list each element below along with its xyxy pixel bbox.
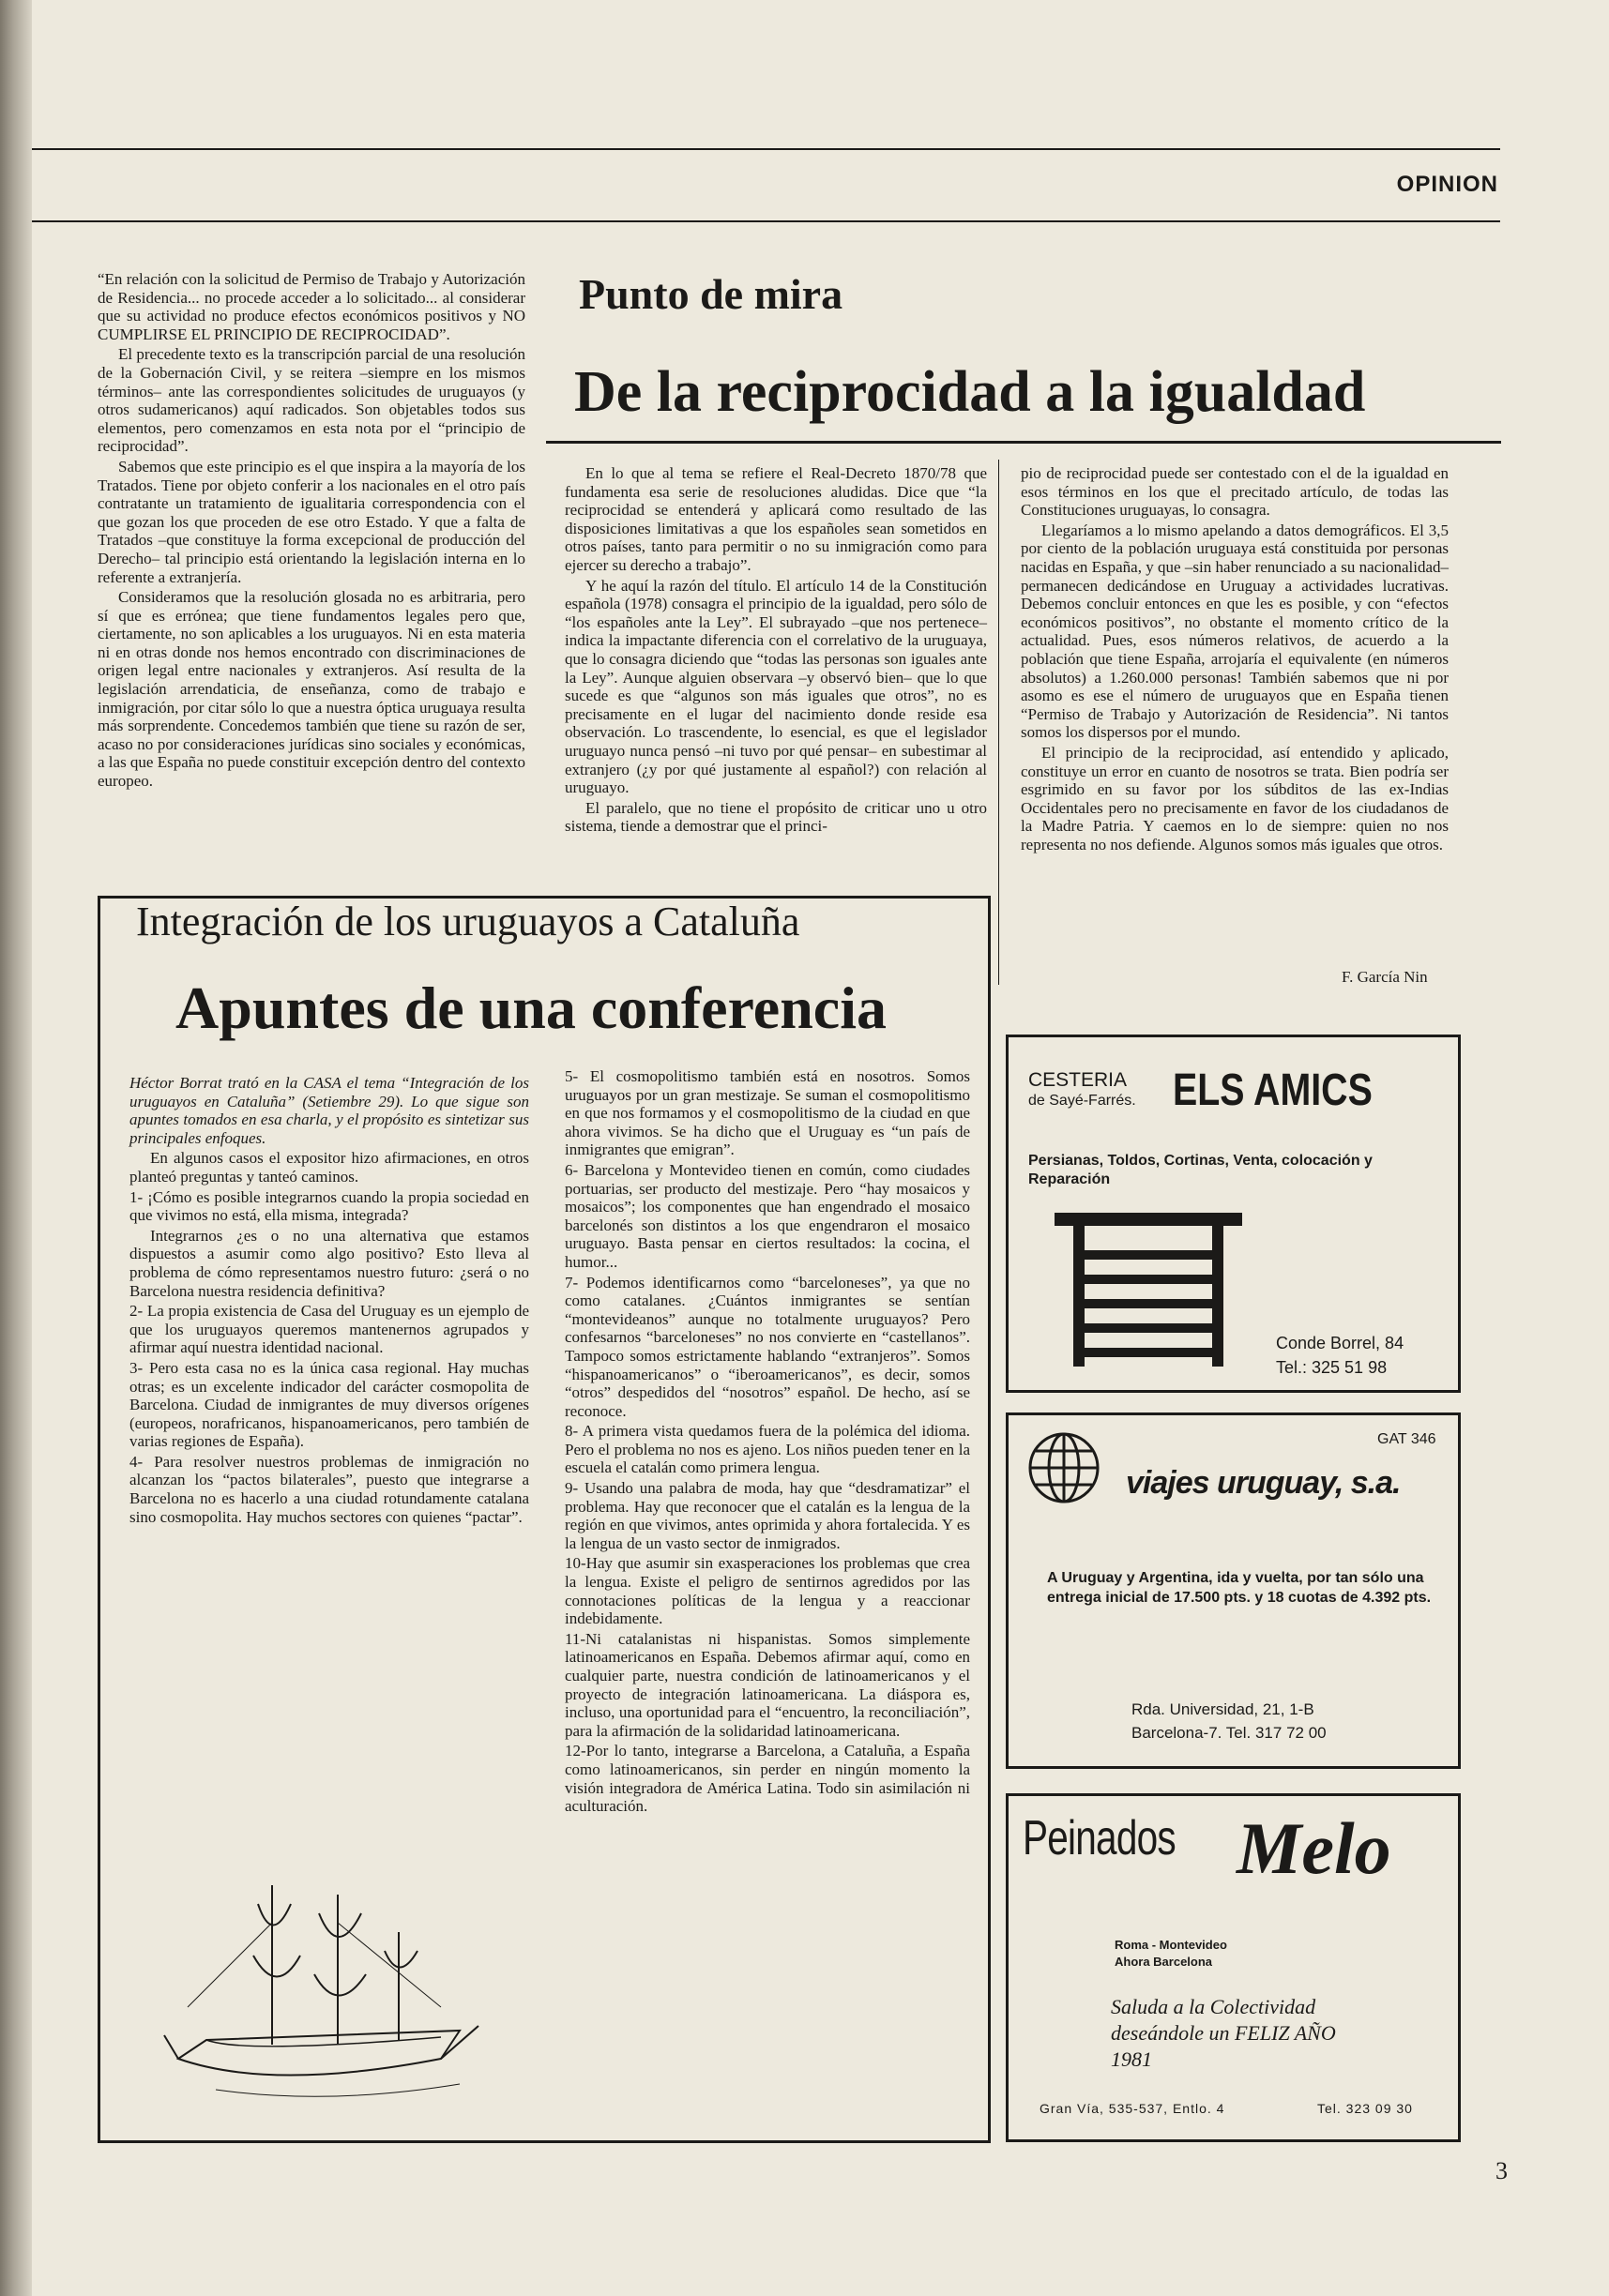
box-paragraph: 7- Podemos identificarnos como “barceloneses”, ya que no como catalanes. ¿Cuántos inmigrantes se sentían “montevideanos” aunque no totalmente uruguayos? Pero confesarnos “barceloneses” no nos convierte en “castellanos”. Tampoco somos estrictamente hablando “extranjeros”. Somos “hispanoamericanos” o “iberoamericanos”, es decir, somos “otros” despedidos del “nosotros” español. De hecho, así se reconoce. <box>565 1273 970 1420</box>
globe-icon <box>1026 1430 1101 1505</box>
left-paragraph: El precedente texto es la transcripción parcial de una resolución de la Gobernación Civil, y se reitera –siempre en los mismos términos– ante las correspondientes solicitudes de uruguayos (y otros sudamericanos) aquí radicados. Son objetables todos sus elementos, pero comenzamos en esta nota por el “principio de reciprocidad”. <box>98 345 525 456</box>
els-amics-line1: CESTERIA <box>1028 1069 1128 1091</box>
box-paragraph: 1- ¡Cómo es posible integrarnos cuando la propia sociedad en que vivimos no está, ella misma, integrada? <box>129 1187 529 1225</box>
melo-line2: Ahora Barcelona <box>1115 1955 1213 1969</box>
box-paragraph: 5- El cosmopolitismo también está en nosotros. Somos uruguayos por un gran mestizaje. Se suman el cosmopolitismo en que nos formamos y el cosmopolitismo de la ciudad en que ahora vivimos. Se ha dicho que el Uruguay es “un país de inmigrantes que emigran”. <box>565 1067 970 1159</box>
viajes-name: viajes uruguay, s.a. <box>1126 1465 1401 1501</box>
ship-illustration <box>159 1866 497 2120</box>
left-column-text <box>98 270 525 793</box>
box-paragraph: Integrarnos ¿es o no una alternativa que estamos dispuestos a asumir como algo positivo? Esto lleva al problema de cómo representamos nuestro futuro: ¿será o no Barcelona nuestra residencia definitiva? <box>129 1226 529 1300</box>
box-paragraph: 4- Para resolver nuestros problemas de inmigración no alcanzan los “pactos bilaterales”, puesto que integrarse a Barcelona no es hacerlo a una ciudad rotundamente catalana sino cosmopolita. Hay muchos sectores con quienes “pactar”. <box>129 1452 529 1526</box>
els-amics-line2: de Sayé-Farrés. <box>1028 1093 1136 1109</box>
box-headline: Apuntes de una conferencia <box>175 974 887 1041</box>
article-column-1 <box>565 464 987 838</box>
viajes-offer: A Uruguay y Argentina, ida y vuelta, por tan sólo una entrega inicial de 17.500 pts. y 18 cuotas de 4.392 pts. <box>1047 1570 1432 1606</box>
box-intro: Héctor Borrat trató en la CASA el tema “Integración de los uruguayos en Cataluña” (Setiembre 29). Lo que sigue son apuntes tomados en esa charla, y el propósito es sintetizar sus principales enfoques. <box>129 1074 529 1147</box>
article-kicker: Punto de mira <box>579 270 843 318</box>
article-rule <box>546 441 1501 444</box>
els-amics-address1: Conde Borrel, 84 <box>1276 1334 1404 1352</box>
box-paragraph: 9- Usando una palabra de moda, hay que “desdramatizar” el problema. Hay que reconocer que el catalán es la lengua de la región en que vivimos, antes oprimida y ahora fortalecida. Y es la lengua de un vasto sector de inmigrados. <box>565 1479 970 1552</box>
box-column-2 <box>565 1067 970 1818</box>
box-paragraph: 3- Pero esta casa no es la única casa regional. Hay muchas otras; es un excelente indicador del carácter cosmopolita de Barcelona. Ciudad de inmigrantes de muy diversos orígenes (europeos, norafricanos, hispanoamericanos, pero también de varias regiones de España). <box>129 1358 529 1451</box>
box-paragraph: 6- Barcelona y Montevideo tienen en común, como ciudades portuarias, ser producto del mestizaje. Pero “hay mosaicos y mosaicos”; los componentes que han engendrado el mosaico barcelonés son distintos a los que engendraron el mosaico uruguayo. Basta pensar en ciertos resultados: la cocina, el humor... <box>565 1160 970 1271</box>
melo-line1: Roma - Montevideo <box>1115 1938 1227 1952</box>
article-paragraph: Llegaríamos a lo mismo apelando a datos demográficos. El 3,5 por ciento de la población uruguaya está constituida por personas nacidas en España, y que –sin haber renunciado a su nacionalidad– permanecen dedicándose en Uruguay a actividades lucrativas. Debemos concluir entonces en que les es posible, y con “efectos económicos positivos”, no obstante el momento crítico de la actualidad. Pues, esos números relativos, de acuerdo a la población que tiene España, arrojaría el equivalente (en números absolutos) a 1.260.000 personas! También sabemos que ni por asomo es ese el número de uruguayos que en España tienen “Permiso de Trabajo y Autorización de Residencia”. Ni tantos somos los dispersos por el mundo. <box>1021 521 1449 742</box>
article-headline: De la reciprocidad a la igualdad <box>574 360 1366 424</box>
box-kicker: Integración de los uruguayos a Cataluña <box>136 899 800 944</box>
basket-chair-icon <box>1055 1213 1242 1372</box>
box-paragraph: 12-Por lo tanto, integrarse a Barcelona, a Cataluña, a España como latinoamericanos, sin perder en ningún momento la visión integradora de América Latina. Todo sin asimilación ni aculturación. <box>565 1742 970 1816</box>
viajes-address2: Barcelona-7. Tel. 317 72 00 <box>1131 1724 1327 1742</box>
article-paragraph: Y he aquí la razón del título. El artículo 14 de la Constitución española (1978) consagra el principio de la igualdad, pero sólo de “los españoles ante la Ley”. El subrayado –que nos pertenece– indica la impactante diferencia con el correlativo de la uruguaya, que lo consagra diciendo que “todas las personas son iguales ante la Ley”. Aunque alguien observara –y observó bien– que lo que sucede es que “algunos son más iguales que otros”, no es precisamente en el lugar del nacimiento donde reside esa observación. Lo trascendente, lo esencial, es que el legislador uruguayo nunca pensó –ni tuvo por qué pensar– en subestimar al extranjero (¿y por qué justamente al español?) con relación al uruguayo. <box>565 576 987 797</box>
melo-name1: Peinados <box>1023 1811 1176 1866</box>
melo-name2: Melo <box>1237 1807 1391 1889</box>
els-amics-services: Persianas, Toldos, Cortinas, Venta, colocación y Reparación <box>1028 1153 1373 1187</box>
page-binding-shadow <box>0 0 32 2296</box>
box-paragraph: 8- A primera vista quedamos fuera de la polémica del idioma. Pero el problema no nos es ajeno. Los niños pueden tener en la escuela el catalán como primera lengua. <box>565 1422 970 1477</box>
article-paragraph: pio de reciprocidad puede ser contestado con el de la igualdad en esos términos en los que el precitado artículo, de todas las Constituciones uruguayas, lo consagra. <box>1021 464 1449 520</box>
melo-tel: Tel. 323 09 30 <box>1317 2101 1413 2116</box>
article-paragraph: El principio de la reciprocidad, así entendido y aplicado, constituye un error en cuanto de nosotros se trata. Bien podría ser esgrimido en su favor por los súbditos de las ex-Indias Occidentales pero no precisamente en favor de los ciudadanos de la Madre Patria. Y caemos en lo de siempre: quien no nos representa no nos defiende. Algunos somos más iguales que otros. <box>1021 743 1449 853</box>
article-signature: F. García Nin <box>1342 968 1428 986</box>
box-paragraph: En algunos casos el expositor hizo afirmaciones, en otros planteó preguntas y tanteó caminos. <box>129 1149 529 1186</box>
article-paragraph: El paralelo, que no tiene el propósito de criticar uno u otro sistema, tiende a demostrar que el princi- <box>565 798 987 836</box>
els-amics-name: ELS AMICS <box>1173 1065 1373 1115</box>
left-paragraph: Consideramos que la resolución glosada no es arbitraria, pero sí que es errónea; que tiene fundamentos legales pero que, ciertamente, no son aplicables a los uruguayos. Ni en esta materia ni en otras donde nos hemos encontrado con discriminaciones de origen legal entre nacionales y extranjeros. Así resulta de la legislación arrendaticia, de enseñanza, como de trabajo e inmigración, por citar sólo lo que a nuestra óptica uruguaya resulta más sorprendente. Concedemos también que tiene su razón de ser, acaso no por consideraciones jurídicas sino sociales y económicas, a las que España no puede constituir excepción dentro del contexto europeo. <box>98 588 526 791</box>
header-rule-bottom <box>32 220 1500 222</box>
header-rule-top <box>32 148 1500 150</box>
melo-address: Gran Vía, 535-537, Entlo. 4 <box>1040 2101 1225 2116</box>
page-number: 3 <box>1495 2157 1508 2184</box>
box-paragraph: 2- La propia existencia de Casa del Uruguay es un ejemplo de que los uruguayos queremos mantenernos agrupados y afirmar aquí nuestra identidad nacional. <box>129 1302 529 1357</box>
article-column-2 <box>1021 464 1449 855</box>
box-paragraph: 11-Ni catalanistas ni hispanistas. Somos simplemente latinoamericanos en España. Debemos afirmar aquí, como en cualquier parte, nuestra condición de latinoamericanos y el proyecto de integración latinoamericana. La diáspora es, incluso, una oportunidad para el “encuentro, la reconciliación”, para la afirmación de la solidaridad latinoamericana. <box>565 1629 970 1740</box>
article-paragraph: En lo que al tema se refiere el Real-Decreto 1870/78 que fundamenta esa serie de resoluciones aludidas. Dice que “la reciprocidad se entenderá y aplicará como resultado de las disposiciones limitativas a que los españoles sean sometidos en otros países, tanto para permitir o no su inmigración como para ejercer su derecho a trabajo”. <box>565 464 987 574</box>
left-paragraph: Sabemos que este principio es el que inspira a la mayoría de los Tratados. Tiene por objeto conferir a los nacionales en el otro país contratante un tratamiento de igualitaria correspondencia con el que gozan los que proceden de ese otro Estado. Y que a falta de Tratados –que constituye la forma excepcional de producción del Derecho– tal principio está orientando la legislación interna en lo referente a extranjería. <box>98 457 525 586</box>
left-paragraph: “En relación con la solicitud de Permiso de Trabajo y Autorización de Residencia... no procede acceder a lo solicitado... al considerar que su actividad no produce efectos económicos positivos y NO CUMPLIRSE EL PRINCIPIO DE RECIPROCIDAD”. <box>98 270 525 343</box>
viajes-code: GAT 346 <box>1377 1431 1436 1447</box>
els-amics-address2: Tel.: 325 51 98 <box>1276 1358 1388 1377</box>
melo-greeting: Saluda a la Colectividad deseándole un FELIZ AÑO 1981 <box>1111 1995 1336 2071</box>
article-column-divider <box>998 460 999 985</box>
viajes-address1: Rda. Universidad, 21, 1-B <box>1131 1700 1314 1718</box>
section-label: OPINION <box>1396 172 1498 197</box>
box-paragraph: 10-Hay que asumir sin exasperaciones los problemas que crea la lengua. Existe el peligro de sentirnos agredidos por las connotaciones políticas de la lengua y a reaccionar indebidamente. <box>565 1554 970 1628</box>
box-column-1 <box>129 1074 529 1528</box>
